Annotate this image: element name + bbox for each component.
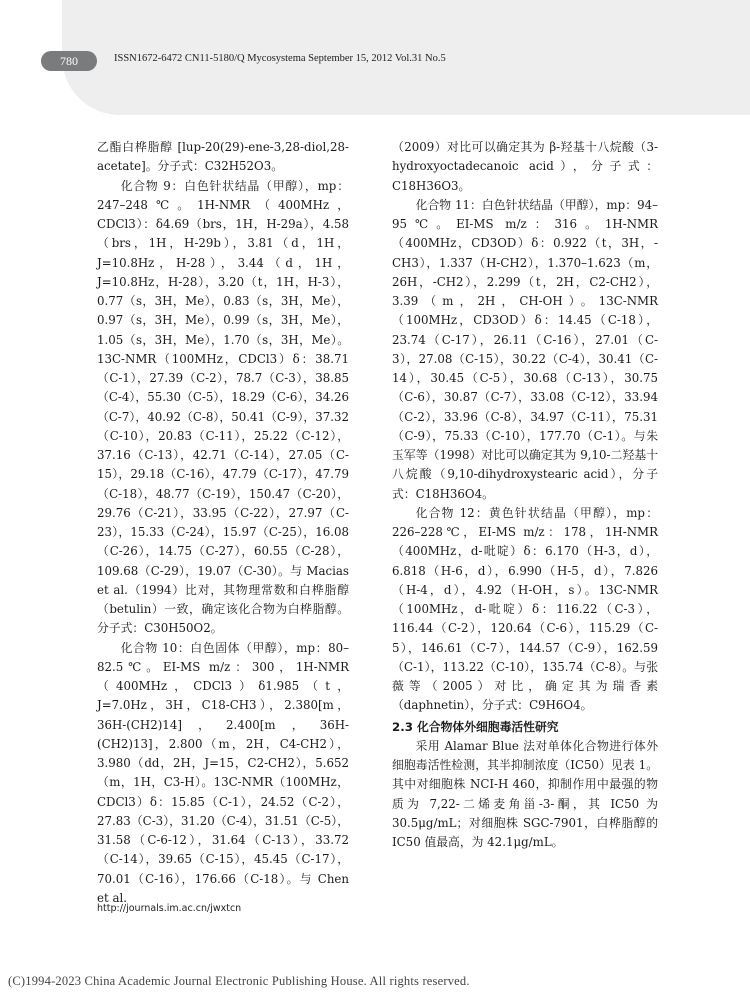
- journal-url[interactable]: http://journals.im.ac.cn/jwxtcn: [97, 903, 242, 914]
- journal-header-line: ISSN1672-6472 CN11-5180/Q Mycosystema September 15, 2012 Vol.31 No.5: [114, 53, 446, 64]
- section-heading: 2.3 化合物体外细胞毒活性研究: [392, 719, 559, 734]
- paragraph: 化合物 11：白色针状结晶（甲醇），mp：94–95℃。EI-MS m/z：316。1H-NMR（400MHz，CD3OD）δ：0.922（t，3H，-CH3），1.337（H-CH2），1.370–1.623（m，26H，-CH2），2.299（t，2H，C2-CH2），3.39（m，2H，CH-OH）。13C-NMR（100MHz，CD3OD）δ：14.45（C-18），23.74（C-17），26.11（C-16），27.01（C-3），27.08（C-15），30.22（C-4），30.41（C-14），30.45（C-5），30.68（C-13），30.75（C-6），30.87（C-7），33.08（C-12），33.94（C-2），33.96（C-8），34.97（C-11），75.31（C-9），75.33（C-10），177.70（C-1）。与朱玉军等（1998）对比可以确定其为 9,10-二羟基十八烷酸（9,10-dihydroxystearic acid），分子式：C18H36O4。: [392, 197, 658, 501]
- right-text-column: [392, 138, 658, 852]
- left-text-column: [97, 138, 349, 908]
- paragraph: （2009）对比可以确定其为 β-羟基十八烷酸（3-hydroxyoctadecanoic acid），分子式：C18H36O3。: [392, 140, 658, 193]
- paragraph: 乙酯白桦脂醇 [lup-20(29)-ene-3,28-diol,28-acetate]。分子式：C32H52O3。: [97, 140, 349, 174]
- paragraph: 采用 Alamar Blue 法对单体化合物进行体外细胞毒活性检测，其半抑制浓度（IC50）见表 1。其中对细胞株 NCI-H 460，抑制作用中最强的物质为 7,22-二烯麦角甾-3-酮，其 IC50 为 30.5μg/mL；对细胞株 SGC-7901，白桦脂醇的 IC50 值最高，为 42.1μg/mL。: [392, 738, 658, 849]
- paragraph: 化合物 10：白色固体（甲醇），mp：80–82.5℃。EI-MS m/z：300，1H-NMR（400MHz，CDCl3）δ1.985（t，J=7.0Hz，3H，C18-CH3），2.380[m，36H-(CH2)14]，2.400[m，36H-(CH2)13]，2.800（m，2H，C4-CH2），3.980（dd，2H，J=15，C2-CH2），5.652（m，1H，C3-H）。13C-NMR（100MHz，CDCl3）δ：15.85（C-1），24.52（C-2），27.83（C-3），31.20（C-4），31.51（C-5），31.58（C-6-12），31.64（C-13），33.72（C-14），39.65（C-15），45.45（C-17），70.01（C-16），176.66（C-18）。与 Chen et al.: [97, 640, 349, 905]
- copyright-notice: (C)1994-2023 China Academic Journal Electronic Publishing House. All rights reserved.: [8, 974, 470, 988]
- paragraph: 化合物 12：黄色针状结晶（甲醇），mp：226–228℃，EI-MS m/z：178，1H-NMR（400MHz，d-吡啶）δ：6.170（H-3，d），6.818（H-6，d），6.990（H-5，d），7.826（H-4，d），4.92（H-OH，s）。13C-NMR（100MHz，d-吡啶）δ：116.22（C-3），116.44（C-2），120.64（C-6），115.29（C-5），146.61（C-7），144.57（C-9），162.59（C-1），113.22（C-10），135.74（C-8）。与张薇等（2005）对比，确定其为瑞香素（daphnetin），分子式：C9H6O4。: [392, 505, 658, 713]
- page-number-badge: 780: [41, 51, 97, 71]
- paragraph: 化合物 9：白色针状结晶（甲醇），mp：247–248℃。1H-NMR（400MHz，CDCl3）：δ4.69（brs，1H，H-29a），4.58（brs，1H，H-29b），3.81（d，1H，J=10.8Hz，H-28），3.44（d，1H，J=10.8Hz，H-28），3.20（t，1H，H-3），0.77（s，3H，Me），0.83（s，3H，Me），0.97（s，3H，Me），0.99（s，3H，Me），1.05（s，3H，Me），1.70（s，3H，Me）。13C-NMR（100MHz，CDCl3）δ：38.71（C-1），27.39（C-2），78.7（C-3），38.85（C-4），55.30（C-5），18.29（C-6），34.26（C-7），40.92（C-8），50.41（C-9），37.32（C-10），20.83（C-11），25.22（C-12），37.16（C-13），42.71（C-14），27.05（C-15），29.18（C-16），47.79（C-17），47.79（C-18），48.77（C-19），150.47（C-20），29.76（C-21），33.95（C-22），27.97（C-23），15.33（C-24），15.97（C-25），16.08（C-26），14.75（C-27），60.55（C-28），109.68（C-29），19.07（C-30）。与 Macias et al.（1994）比对，其物理常数和白桦脂醇（betulin）一致，确定该化合物为白桦脂醇。分子式：C30H50O2。: [97, 178, 349, 636]
